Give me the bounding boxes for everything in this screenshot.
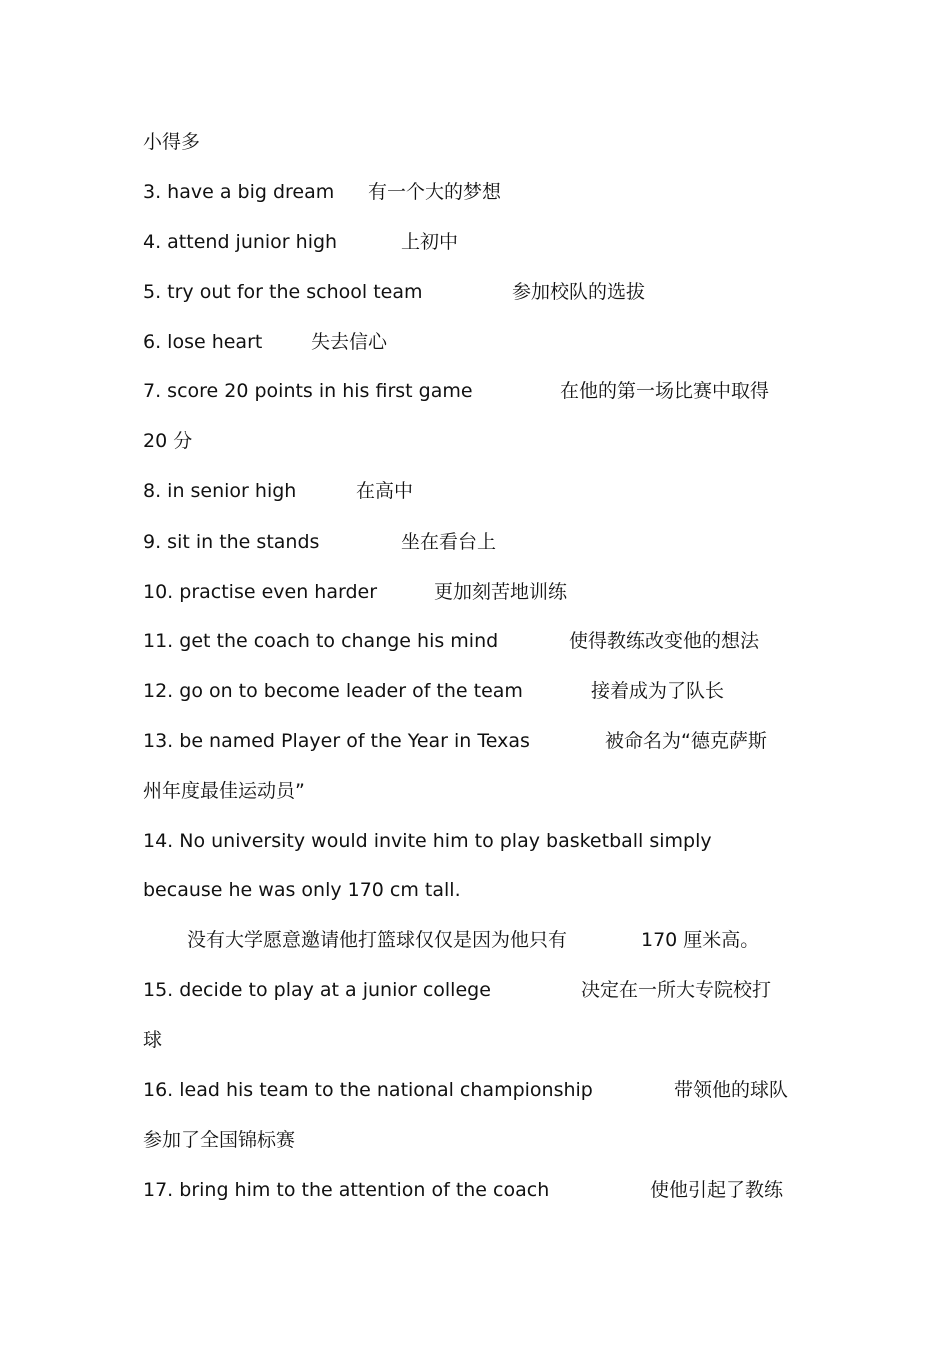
line-8-chinese: 坐在看台上 [401,531,497,553]
line-16-chinese: 没有大学愿意邀请他打篮球仅仅是因为他只有 [187,929,568,951]
line-12-english: 13. be named Player of the Year in Texas [143,730,530,752]
line-5-chinese: 在他的第一场比赛中取得 [560,380,770,402]
line-11-english: 12. go on to become leader of the team [143,680,523,702]
line-3-chinese: 参加校队的选拔 [512,281,646,303]
line-3-english: 5. try out for the school team [143,281,423,303]
line-18-text: 球 [143,1029,163,1051]
line-2-chinese: 上初中 [401,231,459,253]
line-2-english: 4. attend junior high [143,231,338,253]
line-21-english: 17. bring him to the attention of the coach [143,1179,550,1201]
line-4-chinese: 失去信心 [311,331,388,353]
line-0-text: 小得多 [143,131,201,153]
line-19-english: 16. lead his team to the national championship [143,1079,593,1101]
line-10-chinese: 使得教练改变他的想法 [569,630,760,652]
line-17-chinese: 决定在一所大专院校打 [581,979,772,1001]
line-8-english: 9. sit in the stands [143,531,320,553]
line-5-english: 7. score 20 points in his first game [143,380,473,402]
line-14-text: 14. No university would invite him to play basketball simply [143,830,712,852]
line-1-english: 3. have a big dream [143,181,335,203]
line-15-text: because he was only 170 cm tall. [143,879,461,901]
line-7-english: 8. in senior high [143,480,297,502]
line-17-english: 15. decide to play at a junior college [143,979,491,1001]
line-9-chinese: 更加刻苦地训练 [434,581,568,603]
line-16-height: 170 厘米高。 [641,929,760,951]
line-21-chinese: 使他引起了教练 [650,1179,784,1201]
line-10-english: 11. get the coach to change his mind [143,630,499,652]
line-9-english: 10. practise even harder [143,581,378,603]
line-13-text: 州年度最佳运动员” [143,780,305,802]
line-12-chinese: 被命名为“德克萨斯 [605,730,767,752]
line-20-text: 参加了全国锦标赛 [143,1129,296,1151]
line-4-english: 6. lose heart [143,331,263,353]
line-7-chinese: 在高中 [356,480,414,502]
line-1-chinese: 有一个大的梦想 [368,181,502,203]
line-19-chinese: 带领他的球队 [674,1079,789,1101]
line-6-text: 20 分 [143,430,193,452]
line-11-chinese: 接着成为了队长 [591,680,725,702]
